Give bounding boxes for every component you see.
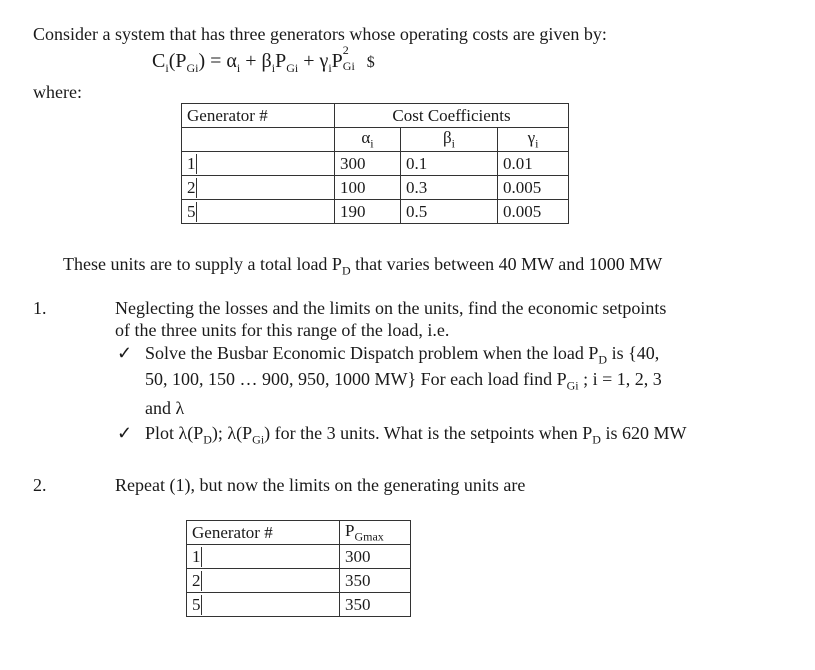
checkmark-icon: ✓ (117, 343, 133, 363)
table-row: 5 350 (187, 593, 411, 617)
table-row: 1 300 0.1 0.01 (182, 152, 569, 176)
header-gamma: $\gamma_i$ (498, 128, 569, 152)
header-cost-coefficients: Cost Coefficients (335, 104, 569, 128)
header-generator: Generator # (187, 521, 340, 545)
generator-limits-table (186, 520, 411, 617)
bullet-2: Plot $\lambda(P_D)$; $\lambda(P_{Gi})$ for the 3 units. What is the setpoints when $P_D$ is 620 MW (145, 423, 687, 447)
item-1-number: 1. (33, 298, 47, 318)
item-2-number: 2. (33, 475, 47, 495)
table-row: 5 190 0.5 0.005 (182, 200, 569, 224)
bullet-1-line-3: and λ (145, 398, 185, 418)
item-1-line-1: Neglecting the losses and the limits on the units, find the economic setpoints (115, 298, 667, 318)
table-row: 1 300 (187, 545, 411, 569)
cost-equation: $C_i(P_{Gi}) = \alpha_i + \beta_iP_{Gi} + \gamma_iP$ 2 Gi $ (152, 43, 375, 75)
header-alpha: $\alpha_i$ (335, 128, 401, 152)
checkmark-icon: ✓ (117, 423, 133, 443)
bullet-1-line-1: Solve the Busbar Economic Dispatch problem when the load $P_D$ is {40, (145, 343, 660, 367)
intro-text: Consider a system that has three generators whose operating costs are given by: (33, 24, 607, 44)
bullet-1-line-2: 50, 100, 150 … 900, 950, 1000 MW} For each load find $P_{Gi}$ ; i = 1, 2, 3 (145, 369, 662, 393)
table-row: 2 100 0.3 0.005 (182, 176, 569, 200)
header-beta: $\beta_i$ (401, 128, 498, 152)
cost-coefficients-table (181, 103, 569, 224)
header-generator: Generator # (182, 104, 335, 128)
header-pgmax: $P_{Gmax}$ (340, 521, 411, 545)
where-label: where: (33, 82, 82, 102)
item-1-line-2: of the three units for this range of the load, i.e. (115, 320, 450, 340)
item-2-text: Repeat (1), but now the limits on the generating units are (115, 475, 526, 495)
table-row: 2 350 (187, 569, 411, 593)
load-range-text: These units are to supply a total load $P_D$ that varies between 40 MW and 1000 MW (63, 254, 663, 278)
